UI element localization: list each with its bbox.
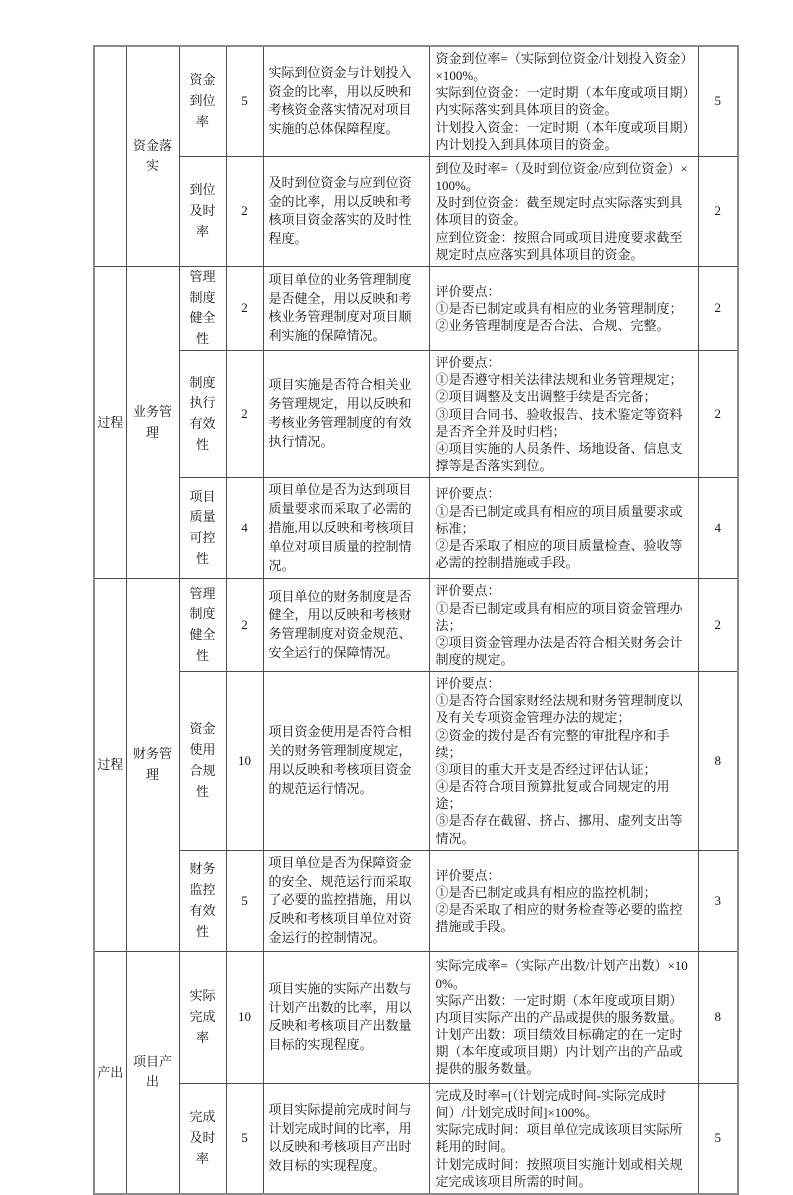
score-cell: 8 [698, 672, 738, 851]
weight-cell: 10 [226, 672, 263, 851]
indicator-cell: 到位及时率 [179, 156, 226, 266]
category-cell: 过程 [94, 579, 126, 952]
indicator-cell: 资金使用合规性 [179, 672, 226, 851]
subcategory-cell: 业务管理 [126, 266, 179, 579]
description-cell: 项目单位的财务制度是否健全，用以反映和考核财务管理制度对资金规范、安全运行的保障情况。 [263, 579, 429, 672]
table-row [94, 672, 738, 851]
description-cell: 项目单位是否为达到项目质量要求而采取了必需的措施,用以反映和考核项目单位对项目质量的控制情况。 [263, 478, 429, 579]
weight-cell: 2 [226, 351, 263, 478]
indicator-cell: 财务监控有效性 [179, 850, 226, 951]
table-row [94, 951, 738, 1083]
category-cell: 过程 [94, 266, 126, 579]
indicator-cell: 完成及时率 [179, 1083, 226, 1193]
indicator-cell: 项目质量可控性 [179, 478, 226, 579]
score-cell: 3 [698, 850, 738, 951]
category-cell: 产出 [94, 951, 126, 1193]
weight-cell: 2 [226, 579, 263, 672]
subcategory-cell: 项目产出 [126, 951, 179, 1193]
criteria-cell: 评价要点： ①是否已制定或具有相应的项目质量要求或标准； ②是否采取了相应的项目质量检查、验收等必需的控制措施或手段。 [429, 478, 698, 579]
table-row [94, 850, 738, 951]
performance-indicator-table [93, 45, 739, 1195]
weight-cell: 5 [226, 1083, 263, 1193]
subcategory-cell: 财务管理 [126, 579, 179, 952]
criteria-cell: 资金到位率=（实际到位资金/计划投入资金）×100%。 实际到位资金：一定时期（本年度或项目期）内实际落实到具体项目的资金。 计划投入资金：一定时期（本年度或项目期）内计划投入到具体项目的资金。 [429, 46, 698, 156]
description-cell: 及时到位资金与应到位资金的比率，用以反映和考核项目资金落实的及时性程度。 [263, 156, 429, 266]
weight-cell: 4 [226, 478, 263, 579]
indicator-cell: 资金到位率 [179, 46, 226, 156]
score-cell: 2 [698, 156, 738, 266]
weight-cell: 2 [226, 156, 263, 266]
criteria-cell: 完成及时率=[（计划完成时间-实际完成时间）/计划完成时间]×100%。 实际完成时间：项目单位完成该项目实际所耗用的时间。 计划完成时间：按照项目实施计划或相关规定完成该项目所需的时间。 [429, 1083, 698, 1193]
table-row [94, 351, 738, 478]
description-cell: 项目实施是否符合相关业务管理规定，用以反映和考核业务管理制度的有效执行情况。 [263, 351, 429, 478]
indicator-cell: 实际完成率 [179, 951, 226, 1083]
description-cell: 项目单位是否为保障资金的安全、规范运行而采取了必要的监控措施，用以反映和考核项目单位对资金运行的控制情况。 [263, 850, 429, 951]
table-row [94, 156, 738, 266]
indicator-cell: 管理制度健全性 [179, 579, 226, 672]
description-cell: 项目资金使用是否符合相关的财务管理制度规定，用以反映和考核项目资金的规范运行情况。 [263, 672, 429, 851]
indicator-cell: 制度执行有效性 [179, 351, 226, 478]
description-cell: 项目实施的实际产出数与计划产出数的比率，用以反映和考核项目产出数量目标的实现程度。 [263, 951, 429, 1083]
table-row [94, 579, 738, 672]
weight-cell: 5 [226, 850, 263, 951]
criteria-cell: 评价要点： ①是否遵守相关法律法规和业务管理规定； ②项目调整及支出调整手续是否完备； ③项目合同书、验收报告、技术鉴定等资料是否齐全并及时归档； ④项目实施的人员条件、场地设备、信息支撑等是否落实到位。 [429, 351, 698, 478]
weight-cell: 5 [226, 46, 263, 156]
criteria-cell: 评价要点： ①是否符合国家财经法规和财务管理制度以及有关专项资金管理办法的规定； ②资金的拨付是否有完整的审批程序和手续； ③项目的重大开支是否经过评估认证； ④是否符合项目预算批复或合同规定的用途； ⑤是否存在截留、挤占、挪用、虚列支出等情况。 [429, 672, 698, 851]
weight-cell: 10 [226, 951, 263, 1083]
criteria-cell: 评价要点： ①是否已制定或具有相应的业务管理制度； ②业务管理制度是否合法、合规、完整。 [429, 266, 698, 350]
criteria-cell: 评价要点： ①是否已制定或具有相应的项目资金管理办法； ②项目资金管理办法是否符合相关财务会计制度的规定。 [429, 579, 698, 672]
criteria-cell: 到位及时率=（及时到位资金/应到位资金）×100%。 及时到位资金：截至规定时点实际落实到具体项目的资金。 应到位资金：按照合同或项目进度要求截至规定时点应落实到具体项目的资金。 [429, 156, 698, 266]
score-cell: 8 [698, 951, 738, 1083]
score-cell: 2 [698, 266, 738, 350]
score-cell: 4 [698, 478, 738, 579]
score-cell: 2 [698, 351, 738, 478]
score-cell: 5 [698, 1083, 738, 1193]
indicator-cell: 管理制度健全性 [179, 266, 226, 350]
criteria-cell: 实际完成率=（实际产出数/计划产出数）×100%。 实际产出数：一定时期（本年度或项目期）内项目实际产出的产品或提供的服务数量。 计划产出数：项目绩效目标确定的在一定时期（本年度或项目期）内计划产出的产品或提供的服务数量。 [429, 951, 698, 1083]
weight-cell: 2 [226, 266, 263, 350]
table-row [94, 266, 738, 350]
table-row [94, 478, 738, 579]
score-cell: 2 [698, 579, 738, 672]
score-cell: 5 [698, 46, 738, 156]
category-cell [94, 46, 126, 266]
description-cell: 实际到位资金与计划投入资金的比率，用以反映和考核资金落实情况对项目实施的总体保障程度。 [263, 46, 429, 156]
table-row [94, 1083, 738, 1193]
description-cell: 项目单位的业务管理制度是否健全，用以反映和考核业务管理制度对项目顺利实施的保障情况。 [263, 266, 429, 350]
criteria-cell: 评价要点： ①是否已制定或具有相应的监控机制； ②是否采取了相应的财务检查等必要的监控措施或手段。 [429, 850, 698, 951]
description-cell: 项目实际提前完成时间与计划完成时间的比率，用以反映和考核项目产出时效目标的实现程度。 [263, 1083, 429, 1193]
subcategory-cell: 资金落实 [126, 46, 179, 266]
table-row [94, 46, 738, 156]
